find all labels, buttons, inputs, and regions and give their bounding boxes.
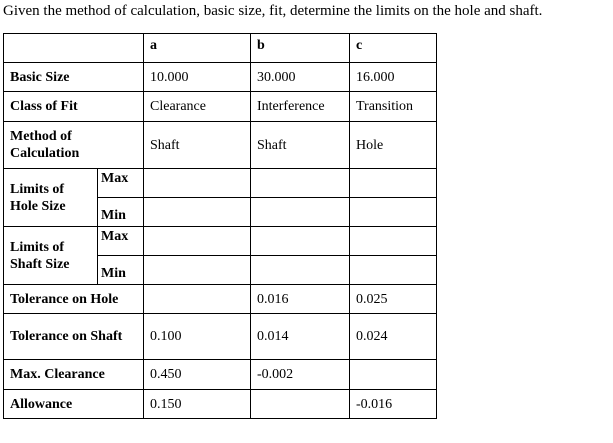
cell-method-a: Shaft — [144, 122, 251, 169]
cell-tol-shaft-a: 0.100 — [144, 314, 251, 360]
cell-hole-min-a — [144, 198, 251, 227]
row-label-method-of-calculation: Method of Calculation — [4, 122, 144, 169]
cell-method-c: Hole — [350, 122, 437, 169]
row-label-class-of-fit: Class of Fit — [4, 92, 144, 122]
sub-label-shaft-min: Min — [98, 256, 144, 285]
cell-hole-min-b — [251, 198, 350, 227]
cell-class-of-fit-a: Clearance — [144, 92, 251, 122]
cell-class-of-fit-c: Transition — [350, 92, 437, 122]
cell-shaft-max-a — [144, 227, 251, 256]
row-label-tolerance-on-hole: Tolerance on Hole — [4, 285, 144, 314]
cell-basic-size-b: 30.000 — [251, 63, 350, 92]
question-text: Given the method of calculation, basic size, fit, determine the limits on the hole and shaft. — [3, 3, 543, 19]
cell-hole-max-a — [144, 169, 251, 198]
table-row-tolerance-on-shaft — [4, 314, 437, 360]
table-row-max-clearance — [4, 360, 437, 390]
limits-table — [3, 33, 437, 419]
table-row-shaft-max — [4, 227, 437, 256]
sub-label-hole-max: Max — [98, 169, 144, 198]
column-header-b: b — [251, 34, 350, 63]
cell-basic-size-a: 10.000 — [144, 63, 251, 92]
cell-tol-hole-c: 0.025 — [350, 285, 437, 314]
cell-basic-size-c: 16.000 — [350, 63, 437, 92]
cell-allowance-a: 0.150 — [144, 390, 251, 419]
cell-hole-max-c — [350, 169, 437, 198]
table-row-tolerance-on-hole — [4, 285, 437, 314]
table-header-row — [4, 34, 437, 63]
cell-tol-hole-a — [144, 285, 251, 314]
cell-shaft-min-a — [144, 256, 251, 285]
table-row-class-of-fit — [4, 92, 437, 122]
cell-hole-min-c — [350, 198, 437, 227]
cell-allowance-b — [251, 390, 350, 419]
cell-tol-shaft-b: 0.014 — [251, 314, 350, 360]
cell-shaft-max-c — [350, 227, 437, 256]
row-label-max-clearance: Max. Clearance — [4, 360, 144, 390]
table-row-hole-max — [4, 169, 437, 198]
sub-label-shaft-max: Max — [98, 227, 144, 256]
cell-max-clearance-c — [350, 360, 437, 390]
sub-label-hole-min: Min — [98, 198, 144, 227]
cell-shaft-max-b — [251, 227, 350, 256]
header-empty-cell — [4, 34, 144, 63]
cell-max-clearance-a: 0.450 — [144, 360, 251, 390]
row-label-basic-size: Basic Size — [4, 63, 144, 92]
column-header-a: a — [144, 34, 251, 63]
cell-allowance-c: -0.016 — [350, 390, 437, 419]
cell-hole-max-b — [251, 169, 350, 198]
column-header-c: c — [350, 34, 437, 63]
cell-max-clearance-b: -0.002 — [251, 360, 350, 390]
cell-class-of-fit-b: Interference — [251, 92, 350, 122]
cell-tol-shaft-c: 0.024 — [350, 314, 437, 360]
row-label-allowance: Allowance — [4, 390, 144, 419]
table-row-allowance — [4, 390, 437, 419]
cell-shaft-min-c — [350, 256, 437, 285]
cell-tol-hole-b: 0.016 — [251, 285, 350, 314]
row-label-limits-of-shaft-size: Limits of Shaft Size — [4, 227, 98, 285]
row-label-limits-of-hole-size: Limits of Hole Size — [4, 169, 98, 227]
table-row-method-of-calculation — [4, 122, 437, 169]
table-row-basic-size — [4, 63, 437, 92]
row-label-tolerance-on-shaft: Tolerance on Shaft — [4, 314, 144, 360]
cell-shaft-min-b — [251, 256, 350, 285]
cell-method-b: Shaft — [251, 122, 350, 169]
